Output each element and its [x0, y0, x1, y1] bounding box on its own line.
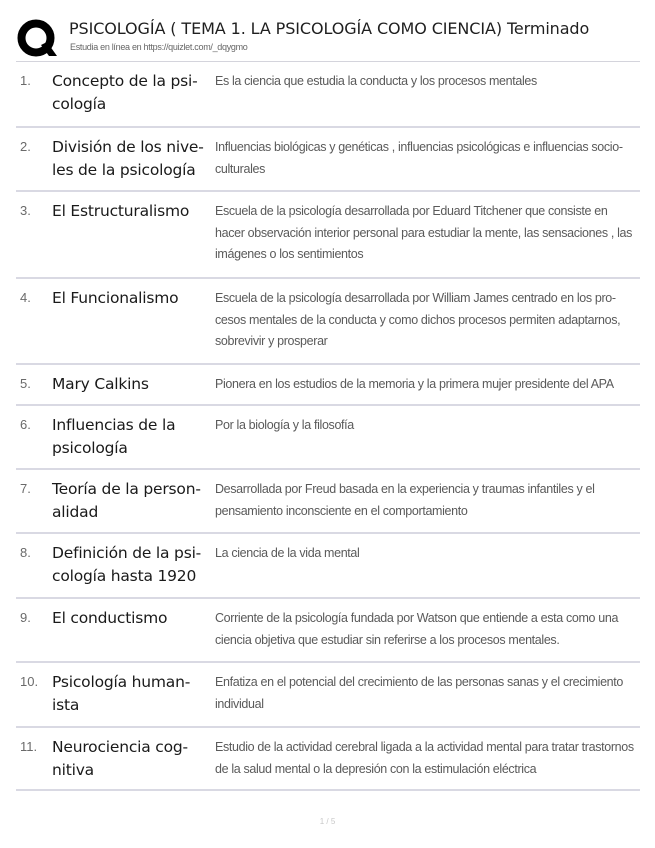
document-title: PSICOLOGÍA ( TEMA 1. LA PSICOLOGÍA COMO CIENCIA) Terminado: [69, 19, 590, 38]
card-number: 11.: [20, 739, 38, 754]
flashcard-row: [16, 406, 640, 470]
card-term: Definición de la psi-cología hasta 1920: [52, 544, 202, 585]
card-term: División de los nive-les de la psicología: [52, 138, 204, 179]
card-definition: Por la biología y la filosofía: [215, 418, 354, 432]
card-term: Psicología human-ista: [52, 673, 191, 714]
card-definition: Escuela de la psicología desarrollada por William James centrado en los pro-cesos mentales de la conducta y como dichos procesos permiten adaptarnos, sobrevivir y prosperar: [215, 291, 621, 348]
card-number: 2.: [20, 139, 31, 154]
flashcard-row: [16, 279, 640, 365]
flashcard-row: [16, 192, 640, 279]
card-number: 10.: [20, 674, 39, 689]
card-term: El Estructuralismo: [52, 202, 190, 220]
card-definition: Estudio de la actividad cerebral ligada a la actividad mental para tratar trastornos de la salud mental o la depresión con la estimulación eléctrica: [215, 740, 634, 776]
flashcard-list: [16, 61, 640, 791]
card-term: El conductismo: [52, 609, 168, 627]
card-definition: Escuela de la psicología desarrollada por Eduard Titchener que consiste en hacer observación interior personal para estudiar la mente, las sensaciones , las imágenes o los sentimientos: [215, 204, 633, 261]
card-number: 5.: [20, 376, 31, 391]
quizlet-logo-icon: [16, 18, 58, 60]
flashcard-row: [16, 534, 640, 599]
card-term: Concepto de la psi-cología: [52, 72, 198, 113]
card-number: 7.: [20, 481, 31, 496]
card-number: 3.: [20, 203, 31, 218]
card-term: Teoría de la person-alidad: [52, 480, 201, 521]
card-definition: Corriente de la psicología fundada por Watson que entiende a esta como una ciencia objetiva que estudiar sin referirse a los procesos mentales.: [215, 611, 619, 647]
card-term: Neurociencia cog-nitiva: [52, 738, 188, 779]
card-definition: Influencias biológicas y genéticas , influencias psicológicas e influencias socio-culturales: [215, 140, 623, 176]
flashcard-row: [16, 728, 640, 791]
card-definition: La ciencia de la vida mental: [215, 546, 360, 560]
card-definition: Es la ciencia que estudia la conducta y los procesos mentales: [215, 74, 537, 88]
flashcard-row: [16, 470, 640, 534]
card-definition: Enfatiza en el potencial del crecimiento de las personas sanas y el crecimiento individual: [215, 675, 624, 711]
document-header: [16, 16, 640, 60]
card-term: Mary Calkins: [52, 375, 149, 393]
page-number: 1 / 5: [319, 817, 336, 826]
flashcard-row: [16, 365, 640, 406]
card-number: 9.: [20, 610, 31, 625]
flashcard-row: [16, 128, 640, 192]
flashcard-row: [16, 599, 640, 663]
card-term: Influencias de la psicología: [52, 416, 176, 457]
card-definition: Desarrollada por Freud basada en la experiencia y traumas infantiles y el pensamiento inconsciente en el comportamiento: [215, 482, 595, 518]
flashcard-row: [16, 62, 640, 128]
card-term: El Funcionalismo: [52, 289, 179, 307]
card-definition: Pionera en los estudios de la memoria y la primera mujer presidente del APA: [215, 377, 614, 391]
card-number: 6.: [20, 417, 31, 432]
card-number: 8.: [20, 545, 31, 560]
card-number: 1.: [20, 73, 31, 88]
study-online-link-text: Estudia en línea en https://quizlet.com/_dqygmo: [70, 42, 248, 52]
card-number: 4.: [20, 290, 31, 305]
flashcard-row: [16, 663, 640, 728]
